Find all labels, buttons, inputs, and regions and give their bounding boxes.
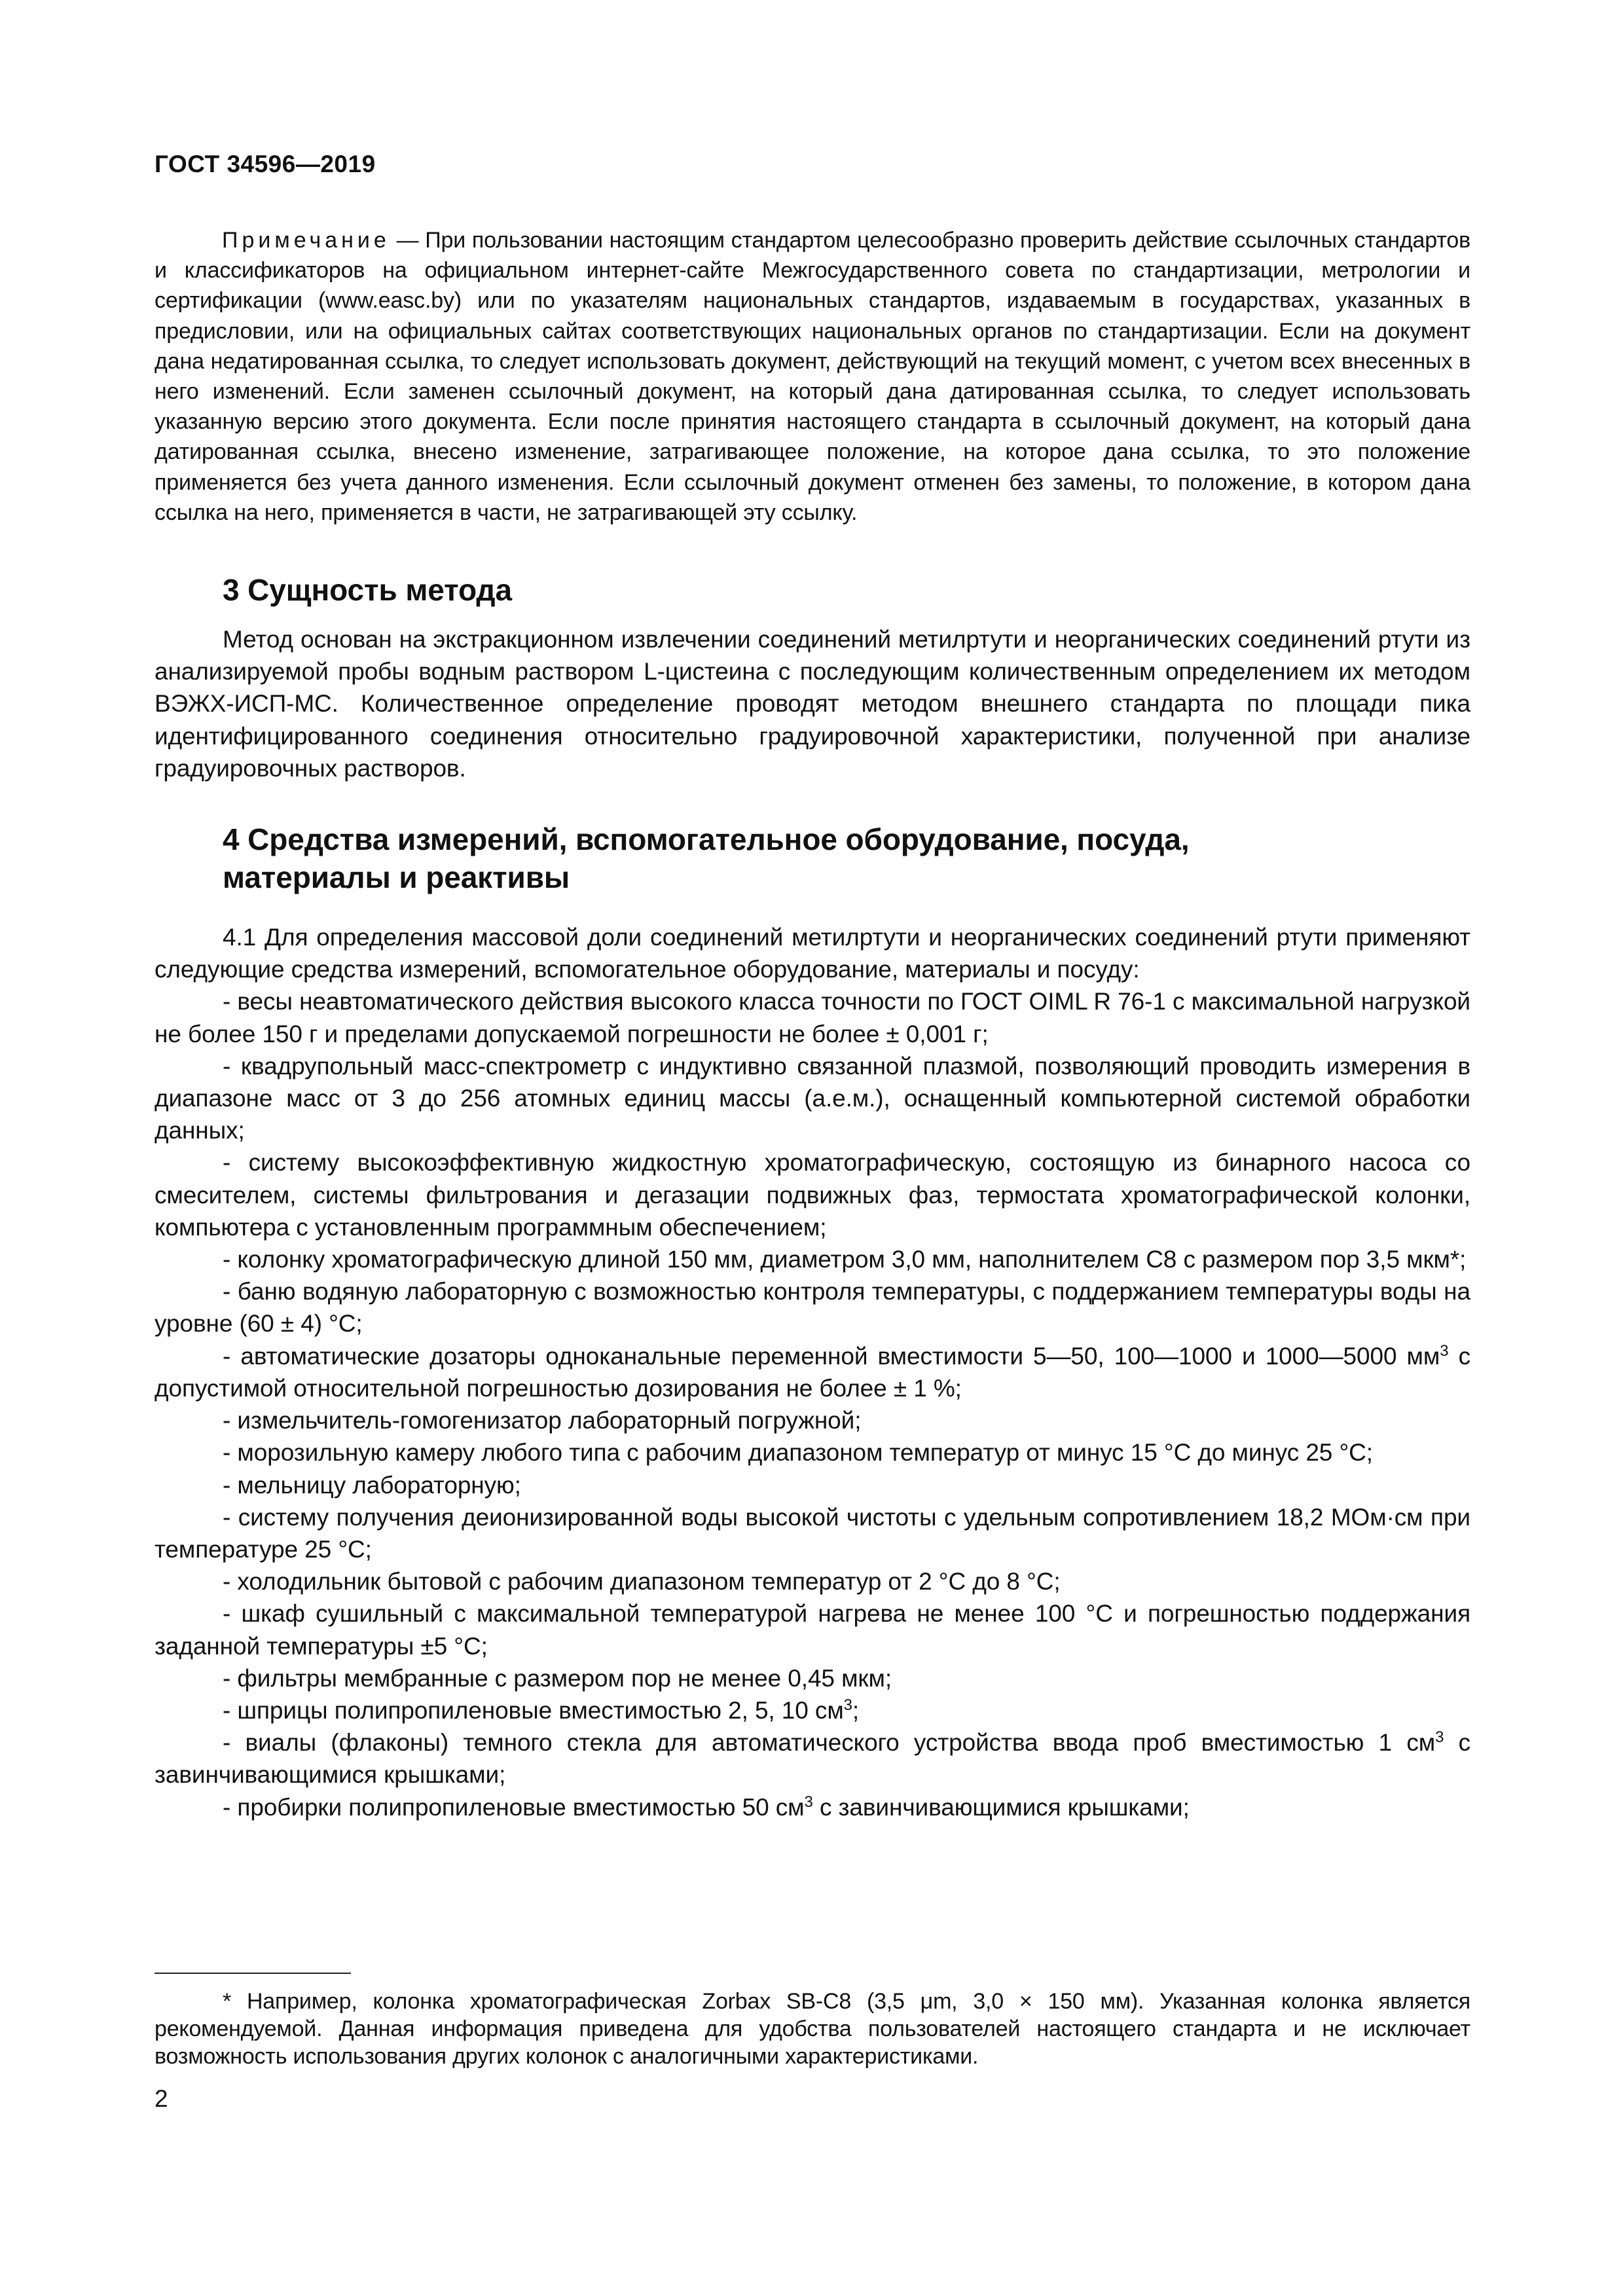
footnote-separator <box>155 1973 351 1974</box>
list-item-hplc-system: - систему высокоэффективную жидкостную хроматографическую, состоящую из бинарного насоса со смесителем, системы фильтрования и дегазации подвижных фаз, термостата хроматографической колонки, компьютера с установленным программным обеспечением; <box>155 1149 1470 1241</box>
list-item-freezer: - морозильную камеру любого типа с рабочим диапазоном температур от минус 15 °С до минус 25 °С; <box>223 1439 1373 1467</box>
list-item-syringes <box>155 1694 1470 1726</box>
tubes-superscript: 3 <box>804 1793 813 1811</box>
syringes-text: - шприцы полипропиленовые вместимостью 2, 5, 10 см <box>223 1696 844 1724</box>
list-item-scales: - весы неавтоматического действия высокого класса точности по ГОСТ OIML R 76-1 с максимальной нагрузкой не более 150 г и пределами допускаемой погрешности не более ± 0,001 г; <box>155 988 1471 1048</box>
list-item-homogenizer: - измельчитель-гомогенизатор лабораторный погружной; <box>223 1407 862 1434</box>
page-number: 2 <box>155 2085 168 2112</box>
list-item-membrane-filters: - фильтры мембранные с размером пор не менее 0,45 мкм; <box>223 1664 892 1692</box>
section-4-1-intro: 4.1 Для определения массовой доли соединений метилртути и неорганических соединений ртути применяют следующие средства измерений, вспомогательное оборудование, материалы и посуду: <box>155 924 1470 983</box>
list-item-dispensers <box>155 1340 1470 1404</box>
section-3-text: Метод основан на экстракционном извлечении соединений метилртути и неорганических соединений ртути из анализируемой пробы водным раствором L-цистеина с последующим количественным определением их методом ВЭЖХ-ИСП-МС. Количественное определение проводят методом внешнего стандарта по площади пика идентифицированного соединения относительно градуировочной характеристики, полученной при анализе градуировочных растворов. <box>155 626 1470 782</box>
list-item-tubes <box>155 1791 1470 1823</box>
section-4-heading-line-1: 4 Средства измерений, вспомогательное оборудование, посуда, <box>223 822 1190 857</box>
list-item-mill: - мельницу лабораторную; <box>223 1471 521 1499</box>
note-label: Примечание <box>222 228 390 253</box>
tubes-text-end: с завинчивающимися крышками; <box>812 1793 1190 1821</box>
list-item-column: - колонку хроматографическую длиной 150 мм, диаметром 3,0 мм, наполнителем С8 с размером пор 3,5 мкм*; <box>223 1246 1467 1273</box>
section-4-heading <box>155 820 1470 896</box>
dispensers-text-end: с допустимой относительной погрешностью дозирования не более ± 1 %; <box>155 1342 1470 1402</box>
list-item-refrigerator: - холодильник бытовой с рабочим диапазоном температур от 2 °С до 8 °С; <box>223 1568 1061 1595</box>
dispensers-superscript: 3 <box>1440 1341 1449 1360</box>
document-code-header: ГОСТ 34596—2019 <box>155 151 376 177</box>
note-text: — При пользовании настоящим стандартом целесообразно проверить действие ссылочных стандартов и классификаторов на официальном интернет-сайте Межгосударственного совета по стандартизации, метрологии и сертификации (www.easc.by) или по указателям национальных стандартов, издаваемым в государствах, указанных в предисловии, или на официальных сайтах соответствующих национальных органов по стандартизации. Если на документ дана недатированная ссылка, то следует использовать документ, действующий на текущий момент, с учетом всех внесенных в него изменений. Если заменен ссылочный документ, на который дана датированная ссылка, то следует использовать указанную версию этого документа. Если после принятия настоящего стандарта в ссылочный документ, на который дана датированная ссылка, внесено изменение, затрагивающее положение, на которое дана ссылка, то это положение применяется без учета данного изменения. Если ссылочный документ отменен без замены, то положение, в котором дана ссылка на него, применяется в части, не затрагивающей эту ссылку. <box>155 228 1470 525</box>
section-3-heading: 3 Сущность метода <box>223 573 512 608</box>
list-item-vials <box>155 1726 1470 1791</box>
dispensers-text: - автоматические дозаторы одноканальные переменной вместимости 5—50, 100—1000 и 1000—5000 мм <box>223 1342 1440 1370</box>
section-4-heading-line-2: материалы и реактивы <box>223 860 570 895</box>
reference-note <box>155 225 1470 528</box>
list-item-deionized-water-system: - систему получения деионизированной воды высокой чистоты с удельным сопротивлением 18,2 МОм·см при температуре 25 °С; <box>155 1503 1470 1563</box>
vials-text-end: с завинчивающимися крышками; <box>155 1729 1470 1789</box>
footnote: * Например, колонка хроматографическая Zorbax SB-C8 (3,5 μm, 3,0 × 150 мм). Указанная колонка является рекомендуемой. Данная информация приведена для удобства пользователей настоящего стандарта и не исключает возможность использования других колонок с аналогичными характеристиками. <box>155 1989 1470 2069</box>
list-item-water-bath: - баню водяную лабораторную с возможностью контроля температуры, с поддержанием температуры воды на уровне (60 ± 4) °С; <box>155 1278 1470 1338</box>
vials-text: - виалы (флаконы) темного стекла для автоматического устройства ввода проб вместимостью 1 см <box>223 1729 1436 1757</box>
syringes-text-end: ; <box>852 1696 860 1724</box>
list-item-mass-spectrometer: - квадрупольный масс-спектрометр с индуктивно связанной плазмой, позволяющий проводить измерения в диапазоне масс от 3 до 256 атомных единиц массы (а.е.м.), оснащенный компьютерной системой обработки данных; <box>155 1052 1470 1144</box>
vials-superscript: 3 <box>1435 1728 1444 1747</box>
tubes-text: - пробирки полипропиленовые вместимостью 50 см <box>223 1793 805 1821</box>
syringes-superscript: 3 <box>843 1696 852 1714</box>
list-item-drying-oven: - шкаф сушильный с максимальной температурой нагрева не менее 100 °С и погрешностью поддержания заданной температуры ±5 °С; <box>155 1600 1470 1660</box>
page-body <box>155 225 1470 1823</box>
